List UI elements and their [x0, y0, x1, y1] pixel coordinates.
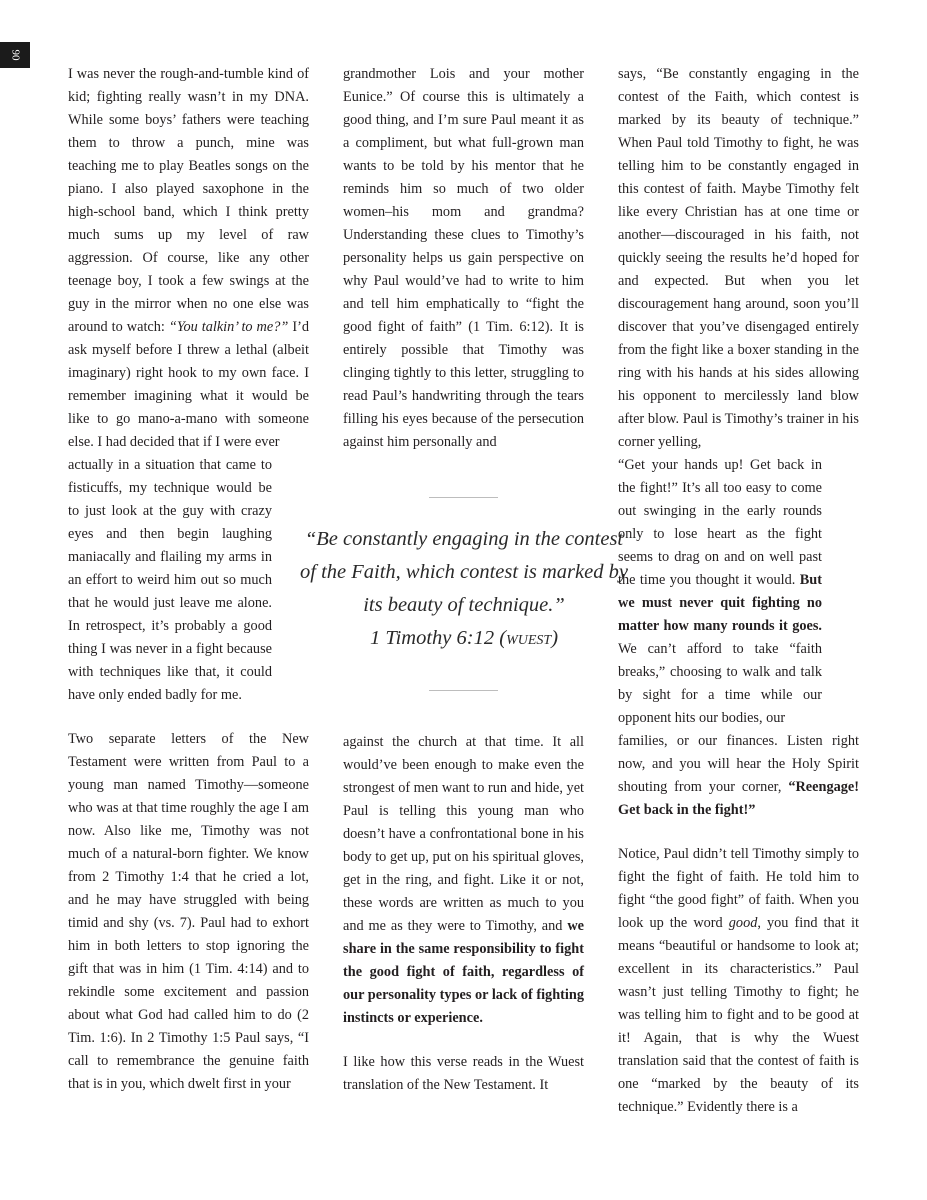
col3-paragraph-1-indented [618, 454, 822, 730]
col3-bottom-text: families, or our finances. Listen right now, and you will hear the Holy Spirit shouting from your corner, [618, 733, 859, 795]
col3-indent-end: We can’t afford to take “faith breaks,” choosing to walk and talk by sight for a time while our opponent hits our bodies, our [618, 641, 822, 726]
col1-p1-quote: “You talkin’ to me?” [168, 319, 289, 335]
col3-indent-text: “Get your hands up! Get back in the fight!” It’s all too easy to come out swinging in the early rounds only to lose heart as the fight seems to drag on and on well past the time you thought it would. [618, 457, 822, 588]
pull-quote-top-rule [429, 497, 498, 498]
column-2-bottom [343, 731, 584, 1097]
col2-paragraph-1 [343, 731, 584, 1030]
pull-quote-reference [300, 622, 628, 655]
col1-p1-after-quote: I’d ask myself before I threw a lethal (albeit imaginary) right hook to my own face. I remember imagining what it would be like to go mano-a-mano with someone else. I had decided that if I were ever [68, 319, 309, 450]
col1-paragraph-1 [68, 63, 309, 454]
col3-paragraph-2 [618, 843, 859, 1119]
col2-paragraph-2: I like how this verse reads in the Wuest translation of the New Testament. It [343, 1054, 584, 1093]
col1-paragraph-1-narrow: actually in a situation that came to fisticuffs, my technique would be to just look at the guy with crazy eyes and then begin laughing maniacally and flailing my arms in an effort to weird him out so much that he would just leave me alone. In retrospect, it’s probably a good thing I was never in a fight because with techniques like that, it could have only ended badly for me. [68, 457, 272, 703]
col2-p1-bold: we share in the same responsibility to fight the good fight of faith, regardless of our personality types or lack of fighting instincts or experience. [343, 918, 584, 1026]
pull-quote-ref-close: ) [551, 627, 559, 649]
col3-bottom-bold: “Reengage! Get back in the fight!” [618, 779, 859, 818]
pull-quote-bottom-rule [429, 690, 498, 691]
page-number: 90 [9, 49, 21, 61]
col3-paragraph-1-top: says, “Be constantly engaging in the contest of the Faith, which contest is marked by its beauty of technique.” When Paul told Timothy to fight, he was telling him to be constantly engaged in this contest of faith. Maybe Timothy felt like every Christian has at one time or another—discouraged in his faith, not quickly seeing the results he’d hoped for and expected. But when you let discouragement hang around, soon you’ll discover that you’ve disengaged entirely from the fight like a boxer standing in the ring with his hands at his sides allowing his opponent to mercilessly land blow after blow. Paul is Timothy’s trainer in his corner yelling, [618, 66, 859, 450]
pull-quote-version: wuest [506, 627, 552, 649]
col2-paragraph-top: grandmother Lois and your mother Eunice.” Of course this is ultimately a good thing, and I’m sure Paul meant it as a compliment, but what full-grown man wants to be told by his mentor that he reminds him so much of two older women–his mom and grandma? Understanding these clues to Timothy’s personality helps us gain perspective on why Paul would’ve had to write to him and tell him emphatically to “fight the good fight of faith” (1 Tim. 6:12). It is entirely possible that Timothy was clinging tightly to this letter, struggling to read Paul’s handwriting through the tears filling his eyes because of the persecution against him personally and [343, 66, 584, 450]
col3-indent-bold: But we must never quit fighting no matter how many rounds it goes. [618, 572, 822, 634]
col1-p1-text: I was never the rough-and-tumble kind of kid; fighting really wasn’t in my DNA. While some boys’ fathers were teaching them to throw a punch, mine was teaching me to play Beatles songs on the piano. I also played saxophone in the high-school band, which I think pretty much sums up my level of raw aggression. Of course, like any other teenage boy, I took a few swings at the guy in the mirror when no one else was around to watch: [68, 66, 309, 335]
pull-quote-ref-text: 1 Timothy 6:12 ( [369, 627, 507, 649]
col1-paragraph-2: Two separate letters of the New Testament were written from Paul to a young man named Timothy—someone who was at that time roughly the age I am now. Also like me, Timothy was not much of a natural-born fighter. We know from 2 Timothy 1:4 that he cried a lot, and he may have struggled with being timid and shy (vs. 7). Paul had to exhort him in both letters to stop ignoring the gift that was in him (1 Tim. 4:14) and to rekindle some excitement and passion about what God had called him to do (2 Tim. 1:6). In 2 Timothy 1:5 Paul says, “I call to remembrance the genuine faith that is in you, which dwelt first in your [68, 731, 309, 1092]
col3-p2-em: good [728, 915, 758, 931]
col3-p2-b: , you find that it means “beautiful or handsome to look at; excellent in its characteristics.” Paul wasn’t just telling Timothy to fight; he was telling him to fight and to be good at it! Again, that is why the Wuest translation said that the contest of faith is one “marked by the beauty of its technique.” Evidently there is a [618, 915, 859, 1115]
pull-quote-text: “Be constantly engaging in the contest of the Faith, which contest is marked by its beauty of technique.” [300, 528, 628, 616]
column-1 [68, 63, 309, 1096]
page-number-tab [0, 42, 30, 68]
column-2-top [343, 63, 584, 454]
col2-p1-text: against the church at that time. It all would’ve been enough to make even the strongest of men want to run and hide, yet Paul is telling this young man who doesn’t have a confrontational bone in his body to get up, put on his spiritual gloves, get in the ring, and fight. Like it or not, these words are written as much to you and me as they were to Timothy, and [343, 734, 585, 934]
pull-quote [300, 523, 628, 655]
col3-paragraph-1-bottom [618, 730, 859, 822]
column-3 [618, 63, 859, 1119]
col3-p2-a: Notice, Paul didn’t tell Timothy simply to fight the fight of faith. He told him to fight “the good fight” of faith. When you look up the word [618, 846, 859, 931]
